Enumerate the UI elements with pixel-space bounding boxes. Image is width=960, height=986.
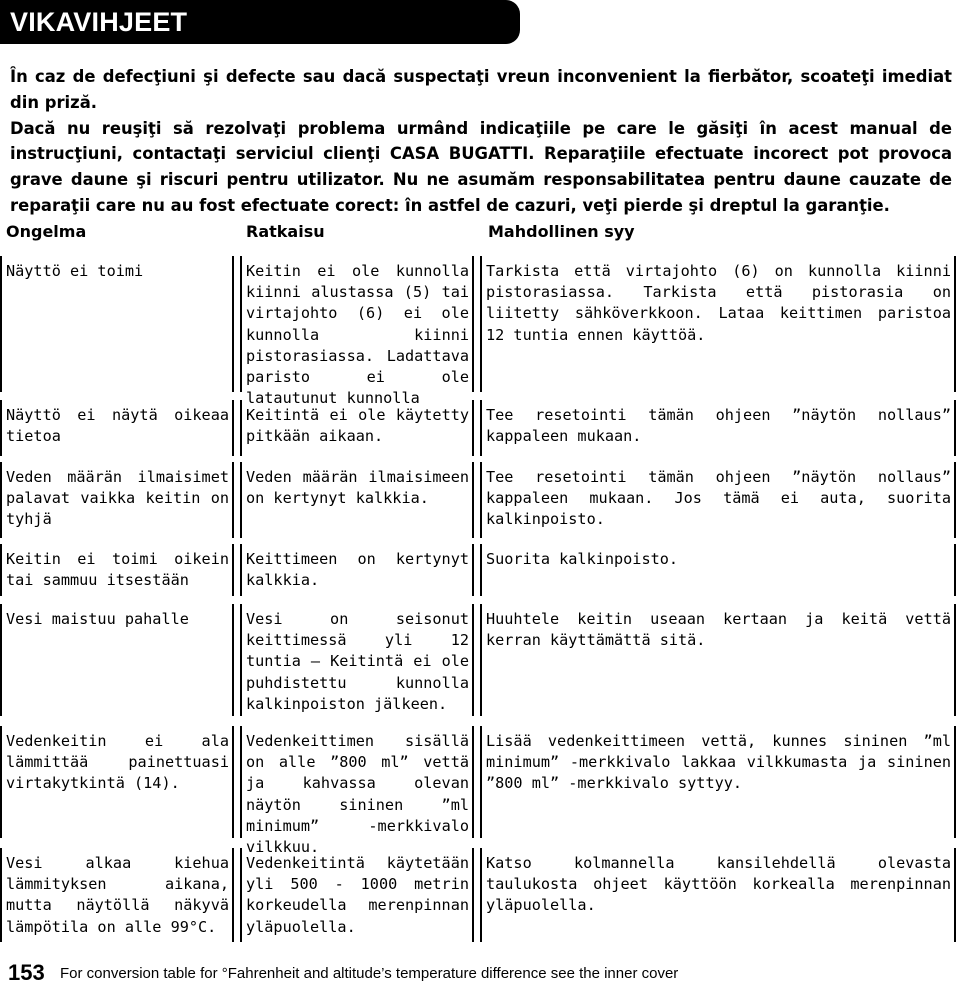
problem-cell: Veden määrän ilmaisimet palavat vaikka keitin on tyhjä	[0, 462, 234, 538]
footer-note: For conversion table for °Fahrenheit and altitude’s temperature difference see the inner cover	[60, 965, 679, 982]
solution-cell: Vedenkeitintä käytetään yli 500 - 1000 metrin korkeudella merenpinnan yläpuolella.	[240, 848, 474, 942]
solution-cell: Keitin ei ole kunnolla kiinni alustassa (5) tai virtajohto (6) ei ole kunnolla kiinni pistorasiassa. Ladattava paristo ei ole latautunut kunnolla	[240, 256, 474, 392]
solution-cell: Vesi on seisonut keittimessä yli 12 tuntia – Keitintä ei ole puhdistettu kunnolla kalkinpoiston jälkeen.	[240, 604, 474, 716]
column-header-solution: Ratkaisu	[246, 222, 325, 241]
table-row	[0, 462, 960, 538]
section-title: VIKAVIHJEET	[10, 7, 188, 37]
intro-paragraph-1: În caz de defecţiuni şi defecte sau dacă suspectaţi vreun inconvenient la fierbător, scoateţi imediat din priză.	[10, 67, 952, 112]
problem-cell: Näyttö ei näytä oikeaa tietoa	[0, 400, 234, 456]
table-row	[0, 256, 960, 408]
cause-cell: Lisää vedenkeittimeen vettä, kunnes sininen ”ml minimum” -merkkivalo lakkaa vilkkumasta ja sininen ”800 ml” -merkkivalo syttyy.	[480, 726, 956, 838]
column-header-cause: Mahdollinen syy	[488, 222, 635, 241]
problem-cell: Näyttö ei toimi	[0, 256, 234, 392]
problem-cell: Vesi alkaa kiehua lämmityksen aikana, mutta näytöllä näkyvä lämpötila on alle 99°C.	[0, 848, 234, 942]
cause-cell: Suorita kalkinpoisto.	[480, 544, 956, 596]
cause-cell: Katso kolmannella kansilehdellä olevasta taulukosta ohjeet käyttöön korkealla merenpinnan yläpuolella.	[480, 848, 956, 942]
cause-cell: Tee resetointi tämän ohjeen ”näytön nollaus” kappaleen mukaan. Jos tämä ei auta, suorita kalkinpoisto.	[480, 462, 956, 538]
page-number: 153	[8, 960, 45, 985]
problem-cell: Vedenkeitin ei ala lämmittää painettuasi virtakytkintä (14).	[0, 726, 234, 838]
solution-cell: Vedenkeittimen sisällä on alle ”800 ml” vettä ja kahvassa olevan näytön sininen ”ml minimum” -merkkivalo vilkkuu.	[240, 726, 474, 838]
solution-cell: Keitintä ei ole käytetty pitkään aikaan.	[240, 400, 474, 456]
table-row	[0, 848, 960, 942]
problem-cell: Vesi maistuu pahalle	[0, 604, 234, 716]
table-row	[0, 604, 960, 716]
intro-paragraph-2: Dacă nu reuşiţi să rezolvaţi problema urmând indicaţiile pe care le găsiţi în acest manual de instrucţiuni, contactaţi serviciul clienţi CASA BUGATTI. Reparaţiile efectuate incorect pot provoca grave daune şi riscuri pentru utilizator. Nu ne asumăm responsabilitatea pentru daune cauzate de reparaţii care nu au fost efectuate corect: în astfel de cazuri, veţi pierde şi dreptul la garanţie.	[10, 118, 952, 215]
solution-cell: Keittimeen on kertynyt kalkkia.	[240, 544, 474, 596]
column-header-problem: Ongelma	[6, 222, 87, 241]
solution-cell: Veden määrän ilmaisimeen on kertynyt kalkkia.	[240, 462, 474, 538]
table-row	[0, 544, 960, 596]
cause-cell: Tee resetointi tämän ohjeen ”näytön nollaus” kappaleen mukaan.	[480, 400, 956, 456]
cause-cell: Tarkista että virtajohto (6) on kunnolla kiinni pistorasiassa. Tarkista että pistorasia on liitetty sähköverkkoon. Lataa keittimen paristoa 12 tuntia ennen käyttöä.	[480, 256, 956, 392]
intro-text	[10, 64, 952, 219]
cause-cell: Huuhtele keitin useaan kertaan ja keitä vettä kerran käyttämättä sitä.	[480, 604, 956, 716]
table-row	[0, 400, 960, 456]
problem-cell: Keitin ei toimi oikein tai sammuu itsestään	[0, 544, 234, 596]
table-row	[0, 726, 960, 857]
